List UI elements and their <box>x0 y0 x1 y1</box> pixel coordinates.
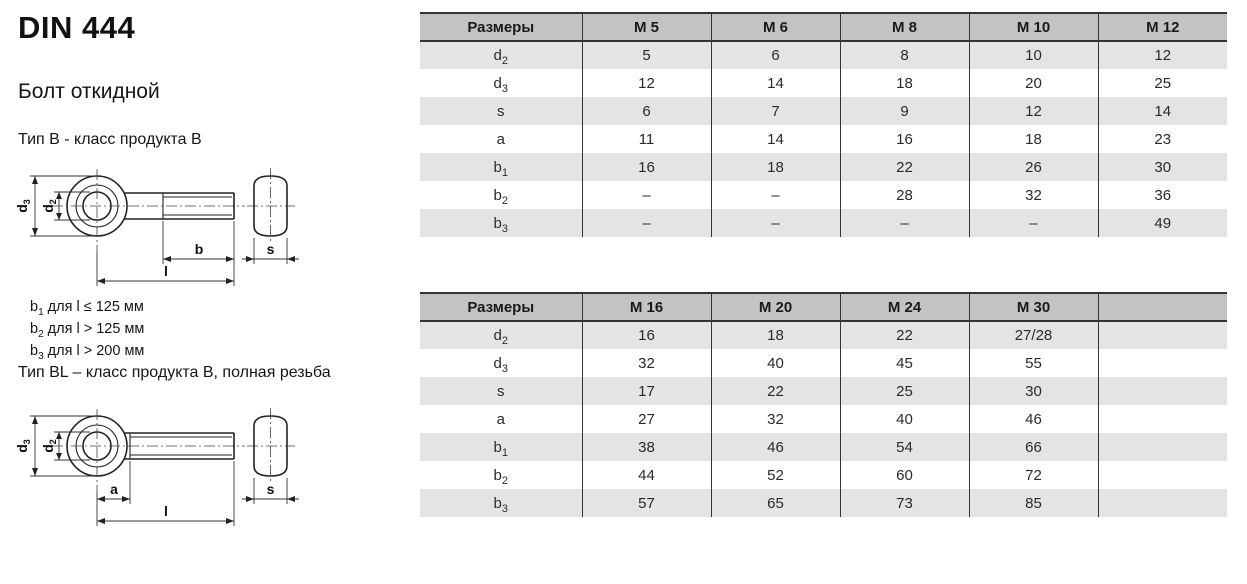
d3-dimension-label: $d_3$ <box>14 199 32 213</box>
row-label: $d_3$ <box>493 354 508 375</box>
value-cell: 44 <box>582 461 711 489</box>
table-row <box>420 433 1227 461</box>
value-cell <box>1098 405 1227 433</box>
size-column-header: M 6 <box>711 13 840 41</box>
value-cell: 22 <box>711 377 840 405</box>
row-label: a <box>496 410 505 428</box>
table-header-row <box>420 293 1227 321</box>
value-cell: 18 <box>711 321 840 349</box>
value-cell: 25 <box>840 377 969 405</box>
value-cell: 12 <box>969 97 1098 125</box>
value-cell <box>1098 349 1227 377</box>
value-cell: 20 <box>969 69 1098 97</box>
value-cell: 27 <box>582 405 711 433</box>
value-cell: 14 <box>711 69 840 97</box>
d3-dimension-label: $d_3$ <box>14 439 32 453</box>
value-cell: 8 <box>840 41 969 69</box>
row-label-header: Размеры <box>420 293 582 321</box>
value-cell: 6 <box>582 97 711 125</box>
row-label: $b_1$ <box>420 433 582 461</box>
value-cell: 72 <box>969 461 1098 489</box>
table-row <box>420 321 1227 349</box>
value-cell: 16 <box>582 321 711 349</box>
value-cell: 73 <box>840 489 969 517</box>
a-dimension-label: a <box>110 481 118 497</box>
value-cell: 11 <box>582 125 711 153</box>
value-cell <box>1098 489 1227 517</box>
table-header-row <box>420 13 1227 41</box>
value-cell <box>1098 433 1227 461</box>
value-cell: 22 <box>840 153 969 181</box>
type-bl-label: Тип BL – класс продукта B, полная резьба <box>18 364 331 381</box>
dimension-b <box>163 221 234 286</box>
size-column-header: M 30 <box>969 293 1098 321</box>
value-cell: 85 <box>969 489 1098 517</box>
note-b3: $b_3$ для l > 200 мм <box>30 343 145 362</box>
value-cell: 23 <box>1098 125 1227 153</box>
length-notes <box>30 296 144 362</box>
row-label: s <box>420 377 582 405</box>
table-row <box>420 489 1227 517</box>
value-cell: 52 <box>711 461 840 489</box>
eye-front-view <box>52 409 245 492</box>
l-dimension-label: l <box>164 503 168 519</box>
value-cell: 12 <box>582 69 711 97</box>
value-cell: 18 <box>711 153 840 181</box>
value-cell: 55 <box>969 349 1098 377</box>
value-cell: – <box>969 209 1098 237</box>
s-dimension-label: s <box>266 241 275 257</box>
eye-side-view <box>247 408 295 484</box>
value-cell: 36 <box>1098 181 1227 209</box>
value-cell: 57 <box>582 489 711 517</box>
value-cell: 9 <box>840 97 969 125</box>
size-column-header: M 12 <box>1098 13 1227 41</box>
table-row <box>420 97 1227 125</box>
shaft-partial-thread <box>124 193 234 219</box>
row-label: $b_1$ <box>420 153 582 181</box>
size-column-header: M 8 <box>840 13 969 41</box>
value-cell: 60 <box>840 461 969 489</box>
value-cell: 65 <box>711 489 840 517</box>
l-dimension-label: l <box>164 263 168 279</box>
type-b-label: Тип B - класс продукта B <box>18 131 202 148</box>
value-cell: 66 <box>969 433 1098 461</box>
table-row <box>420 405 1227 433</box>
value-cell <box>1098 377 1227 405</box>
table-row <box>420 181 1227 209</box>
value-cell: 25 <box>1098 69 1227 97</box>
value-cell: 49 <box>1098 209 1227 237</box>
eye-side-view <box>247 168 295 244</box>
size-column-header: M 20 <box>711 293 840 321</box>
value-cell: 10 <box>969 41 1098 69</box>
value-cell: 6 <box>711 41 840 69</box>
s-dimension-label: s <box>266 481 275 497</box>
type-bl-technical-drawing <box>2 396 314 538</box>
row-label: $b_2$ <box>493 186 508 207</box>
dimension-l <box>97 252 234 286</box>
value-cell: 32 <box>969 181 1098 209</box>
row-label: a <box>496 130 505 148</box>
row-label: $d_2$ <box>420 41 582 69</box>
value-cell: 17 <box>582 377 711 405</box>
value-cell: 18 <box>840 69 969 97</box>
type-b-technical-drawing <box>2 156 314 298</box>
size-column-header <box>1098 293 1227 321</box>
value-cell: 16 <box>840 125 969 153</box>
b-dimension-label: b <box>194 241 204 257</box>
size-column-header: M 5 <box>582 13 711 41</box>
value-cell: 32 <box>711 405 840 433</box>
shaft-full-thread <box>124 433 234 459</box>
value-cell: 16 <box>582 153 711 181</box>
row-label: $d_3$ <box>493 74 508 95</box>
value-cell: 18 <box>969 125 1098 153</box>
value-cell: 30 <box>1098 153 1227 181</box>
table-row <box>420 209 1227 237</box>
dimensions-table-m16-m30 <box>420 292 1227 517</box>
row-label: $b_2$ <box>493 466 508 487</box>
value-cell: 45 <box>840 349 969 377</box>
eye-front-view <box>52 169 245 252</box>
value-cell: – <box>711 209 840 237</box>
size-column-header: M 10 <box>969 13 1098 41</box>
table-row <box>420 69 1227 97</box>
dimension-s <box>242 238 299 264</box>
row-label: $b_3$ <box>420 209 582 237</box>
value-cell: 22 <box>840 321 969 349</box>
page-title: DIN 444 <box>18 10 136 45</box>
d2-dimension-label: $d_2$ <box>40 439 58 453</box>
value-cell: 40 <box>840 405 969 433</box>
value-cell: 14 <box>1098 97 1227 125</box>
table-row <box>420 41 1227 69</box>
value-cell: 54 <box>840 433 969 461</box>
table-row <box>420 153 1227 181</box>
size-column-header: M 16 <box>582 293 711 321</box>
value-cell <box>1098 321 1227 349</box>
d2-dimension-label: $d_2$ <box>40 199 58 213</box>
value-cell: 26 <box>969 153 1098 181</box>
table-row <box>420 349 1227 377</box>
dimensions-table-m5-m12 <box>420 12 1227 237</box>
dimension-s <box>242 478 299 504</box>
row-label-header: Размеры <box>420 13 582 41</box>
value-cell: 7 <box>711 97 840 125</box>
value-cell: 32 <box>582 349 711 377</box>
value-cell: 12 <box>1098 41 1227 69</box>
value-cell: 28 <box>840 181 969 209</box>
value-cell: – <box>582 181 711 209</box>
note-b2: $b_2$ для l > 125 мм <box>30 321 145 340</box>
value-cell: 27/28 <box>969 321 1098 349</box>
value-cell: 46 <box>969 405 1098 433</box>
note-b1: $b_1$ для l ≤ 125 мм <box>30 299 144 318</box>
table-row <box>420 461 1227 489</box>
row-label: $d_2$ <box>420 321 582 349</box>
row-label: s <box>420 97 582 125</box>
row-label: $b_3$ <box>420 489 582 517</box>
table-row <box>420 125 1227 153</box>
value-cell: 40 <box>711 349 840 377</box>
value-cell: – <box>582 209 711 237</box>
value-cell: 38 <box>582 433 711 461</box>
product-name: Болт откидной <box>18 80 160 103</box>
value-cell: 14 <box>711 125 840 153</box>
value-cell: 5 <box>582 41 711 69</box>
size-column-header: M 24 <box>840 293 969 321</box>
value-cell: 30 <box>969 377 1098 405</box>
table-row <box>420 377 1227 405</box>
value-cell: – <box>840 209 969 237</box>
value-cell: – <box>711 181 840 209</box>
value-cell <box>1098 461 1227 489</box>
value-cell: 46 <box>711 433 840 461</box>
